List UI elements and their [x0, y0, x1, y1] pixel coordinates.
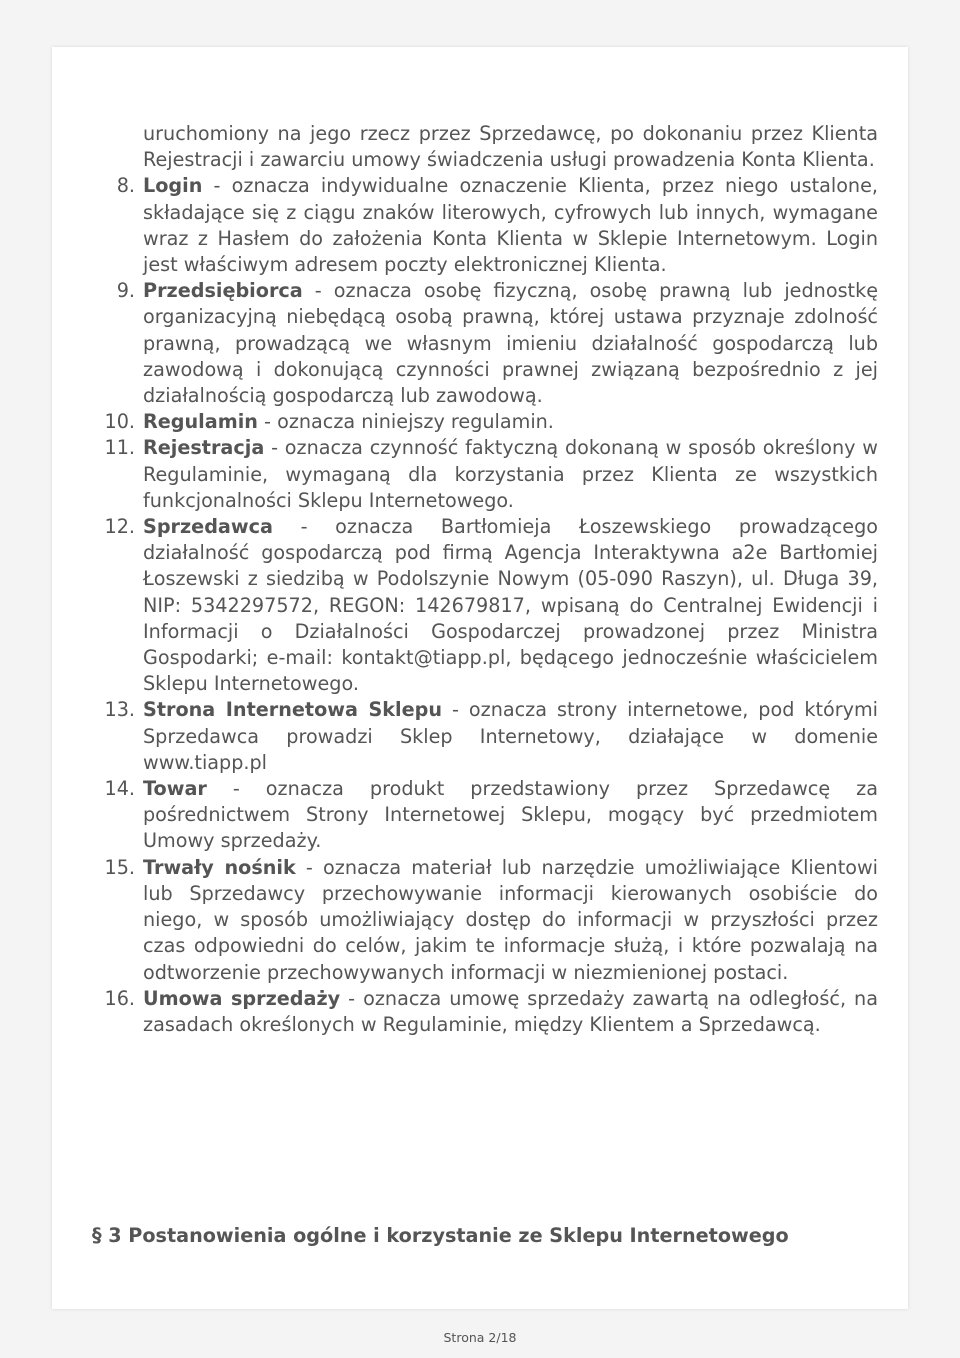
definition-term: Umowa sprzedaży: [143, 986, 341, 1010]
definition-text: - oznacza osobę fizyczną, osobę prawną lub jednostkę organizacyjną niebędącą osobą prawną, której ustawa przyznaje zdolność prawną, prowadzącą we własnym imieniu działalność gospodarczą lub zawodową i dokonującą czynności prawnej związaną bezpośrednio z jej działalnością gospodarczą lub zawodową.: [143, 279, 878, 408]
definition-term: Regulamin: [143, 410, 258, 434]
definition-text: - oznacza niniejszy regulamin.: [257, 410, 554, 434]
definition-term: Rejestracja: [143, 436, 265, 460]
page-number: Strona 2/18: [443, 1330, 517, 1345]
definition-text: - oznacza Bartłomieja Łoszewskiego prowadzącego działalność gospodarczą pod firmą Agencja Interaktywna a2e Bartłomiej Łoszewski z siedzibą w Podolszynie Nowym (05-090 Raszyn), ul. Długa 39, NIP: 5342297572, REGON: 142679817, wpisaną do Centralnej Ewidencji i Informacji o Działalności Gospodarczej prowadzonej przez Ministra Gospodarki; e-mail: kontakt@tiapp.pl, będącego jednocześnie właścicielem Sklepu Internetowego.: [143, 515, 878, 696]
definition-text: - oznacza strony internetowe, pod którymi Sprzedawca prowadzi Sklep Internetowy, działające w domenie www.tiapp.pl: [143, 698, 878, 774]
section-heading: § 3 Postanowienia ogólne i korzystanie ze Sklepu Internetowego: [92, 1224, 789, 1247]
definition-text: - oznacza materiał lub narzędzie umożliwiające Klientowi lub Sprzedawcy przechowywanie informacji kierowanych osobiście do niego, w sposób umożliwiający dostęp do informacji w przyszłości przez czas odpowiedni do celów, jakim te informacje służą, i które pozwalają na odtworzenie przechowywanych informacji w niezmienionej postaci.: [143, 855, 878, 984]
definition-text: - oznacza produkt przedstawiony przez Sprzedawcę za pośrednictwem Strony Internetowej Sklepu, mogący być przedmiotem Umowy sprzedaży.: [143, 777, 878, 853]
definitions-list: [92, 121, 878, 1038]
definition-number: 14.: [104, 777, 135, 801]
definition-text: - oznacza czynność faktyczną dokonaną w sposób określony w Regulaminie, wymaganą dla korzystania przez Klienta ze wszystkich funkcjonalności Sklepu Internetowego.: [143, 436, 878, 512]
continuation-paragraph: uruchomiony na jego rzecz przez Sprzedawcę, po dokonaniu przez Klienta Rejestracji i zawarciu umowy świadczenia usługi prowadzenia Konta Klienta.: [143, 122, 878, 172]
definition-number: 13.: [104, 698, 135, 722]
definition-item: [92, 986, 878, 1038]
definition-number: 9.: [116, 279, 135, 303]
definition-number: 11.: [104, 436, 135, 460]
definition-term: Sprzedawca: [143, 515, 273, 539]
definition-text: - oznacza indywidualne oznaczenie Klienta, przez niego ustalone, składające się z ciągu znaków literowych, cyfrowych lub innych, wymagane wraz z Hasłem do założenia Konta Klienta w Sklepie Internetowym. Login jest właściwym adresem poczty elektronicznej Klienta.: [143, 174, 878, 277]
definition-term: Login: [143, 174, 203, 198]
definition-item: [92, 514, 878, 697]
definition-item: [92, 435, 878, 514]
definition-term: Trwały nośnik: [143, 855, 296, 879]
definition-term: Przedsiębiorca: [143, 279, 303, 303]
definition-number: 8.: [116, 174, 135, 198]
definition-number: 15.: [104, 855, 135, 879]
definition-item: [92, 776, 878, 855]
definition-item: [92, 697, 878, 776]
definition-item: [92, 855, 878, 986]
definition-number: 16.: [104, 986, 135, 1010]
definition-item: [92, 409, 878, 435]
definition-number: 10.: [104, 410, 135, 434]
definition-term: Strona Internetowa Sklepu: [143, 698, 443, 722]
definition-item: [92, 173, 878, 278]
definition-term: Towar: [143, 777, 207, 801]
definition-item: [92, 278, 878, 409]
definition-text: - oznacza umowę sprzedaży zawartą na odległość, na zasadach określonych w Regulaminie, między Klientem a Sprzedawcą.: [143, 986, 878, 1036]
definition-number: 12.: [104, 515, 135, 539]
